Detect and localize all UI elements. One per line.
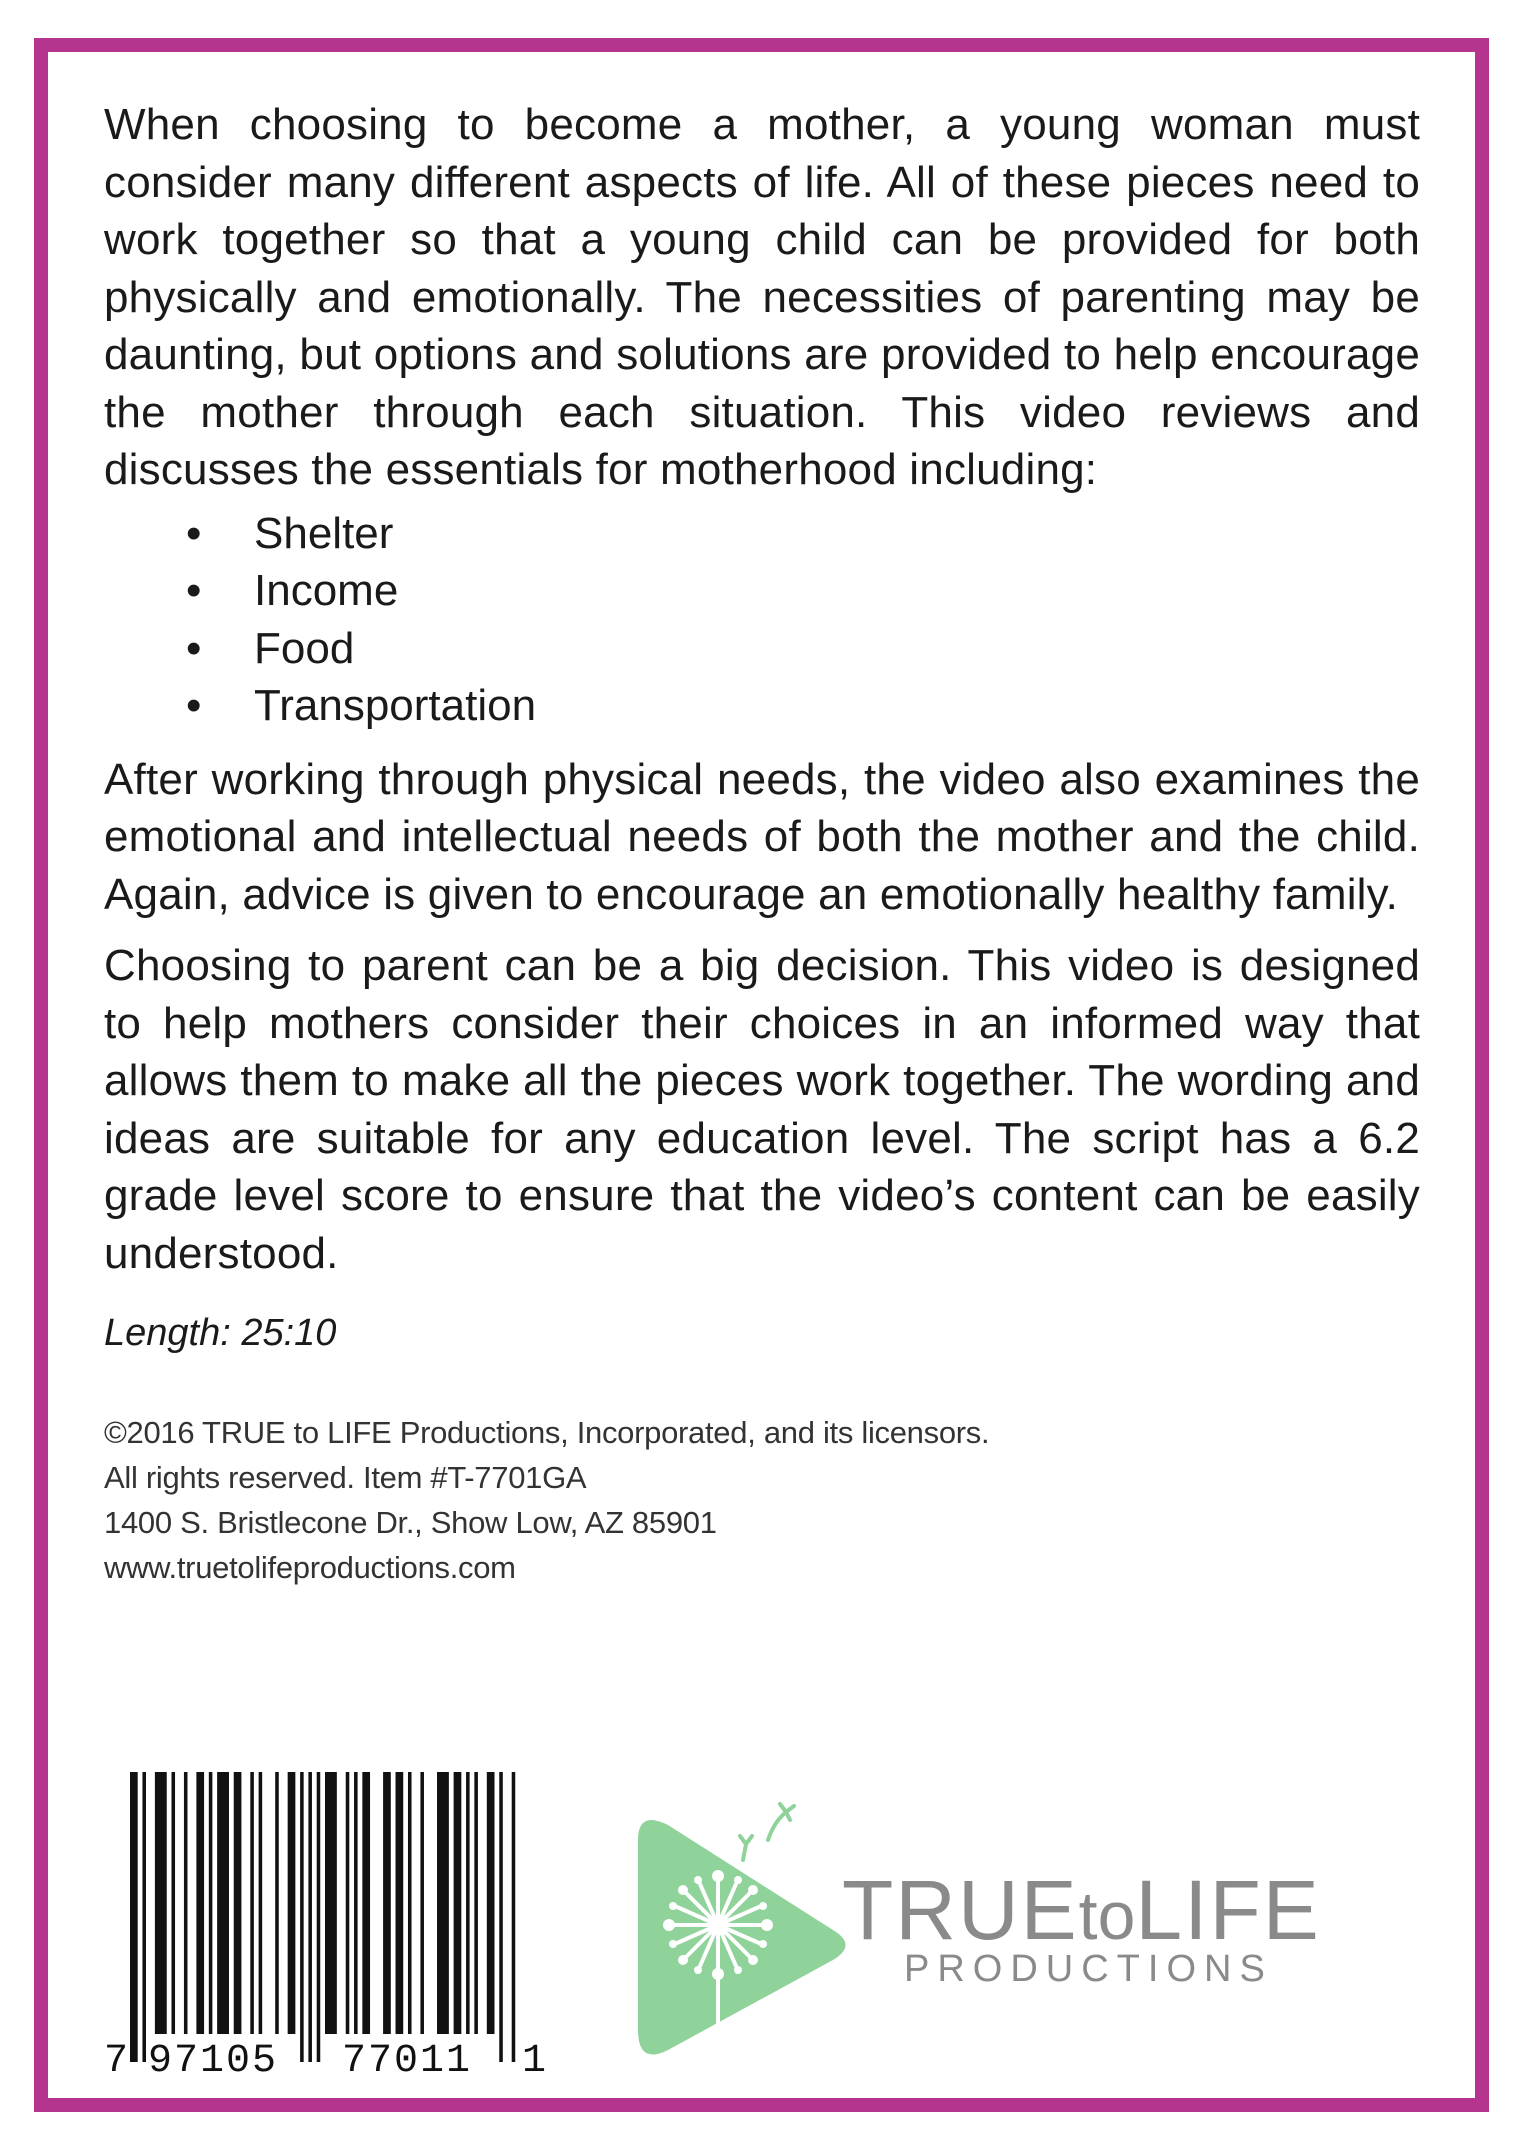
copyright-line: ©2016 TRUE to LIFE Productions, Incorporated, and its licensors.: [104, 1415, 990, 1450]
barcode-bar: [288, 1772, 296, 2034]
bullet-icon: •: [186, 623, 202, 673]
barcode-bar: [308, 1772, 312, 2062]
barcode-bar: [300, 1772, 304, 2062]
description-paragraph-3: Choosing to parent can be a big decision. This video is designed to help mothers consider their choices in an informed way that allows them to make all the pieces work together. The wording and ideas are suitable for any education level. The script has a 6.2 grade level score to ensure that the video’s content can be easily understood.: [104, 941, 1420, 1278]
list-item: • Shelter: [104, 505, 1420, 563]
logo-subtitle: PRODUCTIONS: [904, 1948, 1273, 1990]
bullet-icon: •: [186, 681, 202, 730]
barcode-bar: [196, 1772, 204, 2034]
barcode-bar: [474, 1772, 478, 2034]
barcode-first-digit: 7: [104, 2039, 129, 2084]
barcode-bar: [217, 1772, 229, 2034]
copyright-block: [104, 1410, 1420, 1590]
barcode-bar: [362, 1772, 370, 2034]
barcode-bar: [184, 1772, 188, 2034]
barcode-bar: [383, 1772, 391, 2034]
barcode-bar: [259, 1772, 263, 2034]
barcode-bar: [466, 1772, 470, 2034]
barcode-bar: [354, 1772, 358, 2034]
description-paragraph-2: After working through physical needs, the video also examines the emotional and intellectual needs of both the mother and the child. Again, advice is given to encourage an emotionally healthy family.: [104, 754, 1420, 919]
barcode-bar: [487, 1772, 495, 2034]
barcode-bar: [512, 1772, 516, 2062]
barcode-bar: [142, 1772, 146, 2062]
logo-title: TRUEtoLIFE: [842, 1863, 1321, 1957]
rights-line: All rights reserved. Item #T-7701GA: [104, 1460, 587, 1495]
barcode-bar: [155, 1772, 167, 2034]
list-item: • Income: [104, 562, 1420, 620]
barcode-bar: [209, 1772, 213, 2034]
barcode-bar: [408, 1772, 412, 2034]
bullet-icon: •: [186, 566, 202, 615]
barcode: [104, 1772, 544, 2072]
barcode-bar: [317, 1772, 321, 2062]
video-length: Length: 25:10: [104, 1312, 337, 1354]
barcode-bar: [130, 1772, 138, 2062]
barcode-bar: [396, 1772, 404, 2034]
barcode-last-digit: 1: [522, 2039, 547, 2084]
barcode-left-group: 97105: [148, 2039, 279, 2084]
description-block: [104, 96, 1420, 1590]
barcode-bar: [250, 1772, 254, 2034]
barcode-bar: [275, 1772, 279, 2034]
barcode-bar: [437, 1772, 449, 2034]
barcode-right-group: 77011: [342, 2039, 473, 2084]
website-link[interactable]: www.truetolifeproductions.com: [104, 1550, 516, 1585]
address-line: 1400 S. Bristlecone Dr., Show Low, AZ 85901: [104, 1505, 717, 1540]
barcode-bar: [499, 1772, 503, 2062]
barcode-bar: [171, 1772, 175, 2034]
barcode-bar: [325, 1772, 337, 2034]
list-item: • Food: [104, 620, 1420, 678]
barcode-number: [104, 2039, 547, 2084]
barcode-bar: [346, 1772, 350, 2034]
dandelion-logo-icon: [618, 1800, 858, 2060]
barcode-bar: [234, 1772, 242, 2034]
essentials-list: [104, 505, 1420, 735]
bullet-icon: •: [186, 508, 202, 558]
description-paragraph-1: When choosing to become a mother, a young woman must consider many different aspects of life. All of these pieces need to work together so that a young child can be provided for both physically and emotionally. The necessities of parenting may be daunting, but options and solutions are provided to help encourage the mother through each situation. This video reviews and discusses the essentials for motherhood including:: [104, 100, 1420, 494]
list-item: • Transportation: [104, 677, 1420, 735]
barcode-bar: [420, 1772, 424, 2034]
barcode-bar: [454, 1772, 462, 2034]
